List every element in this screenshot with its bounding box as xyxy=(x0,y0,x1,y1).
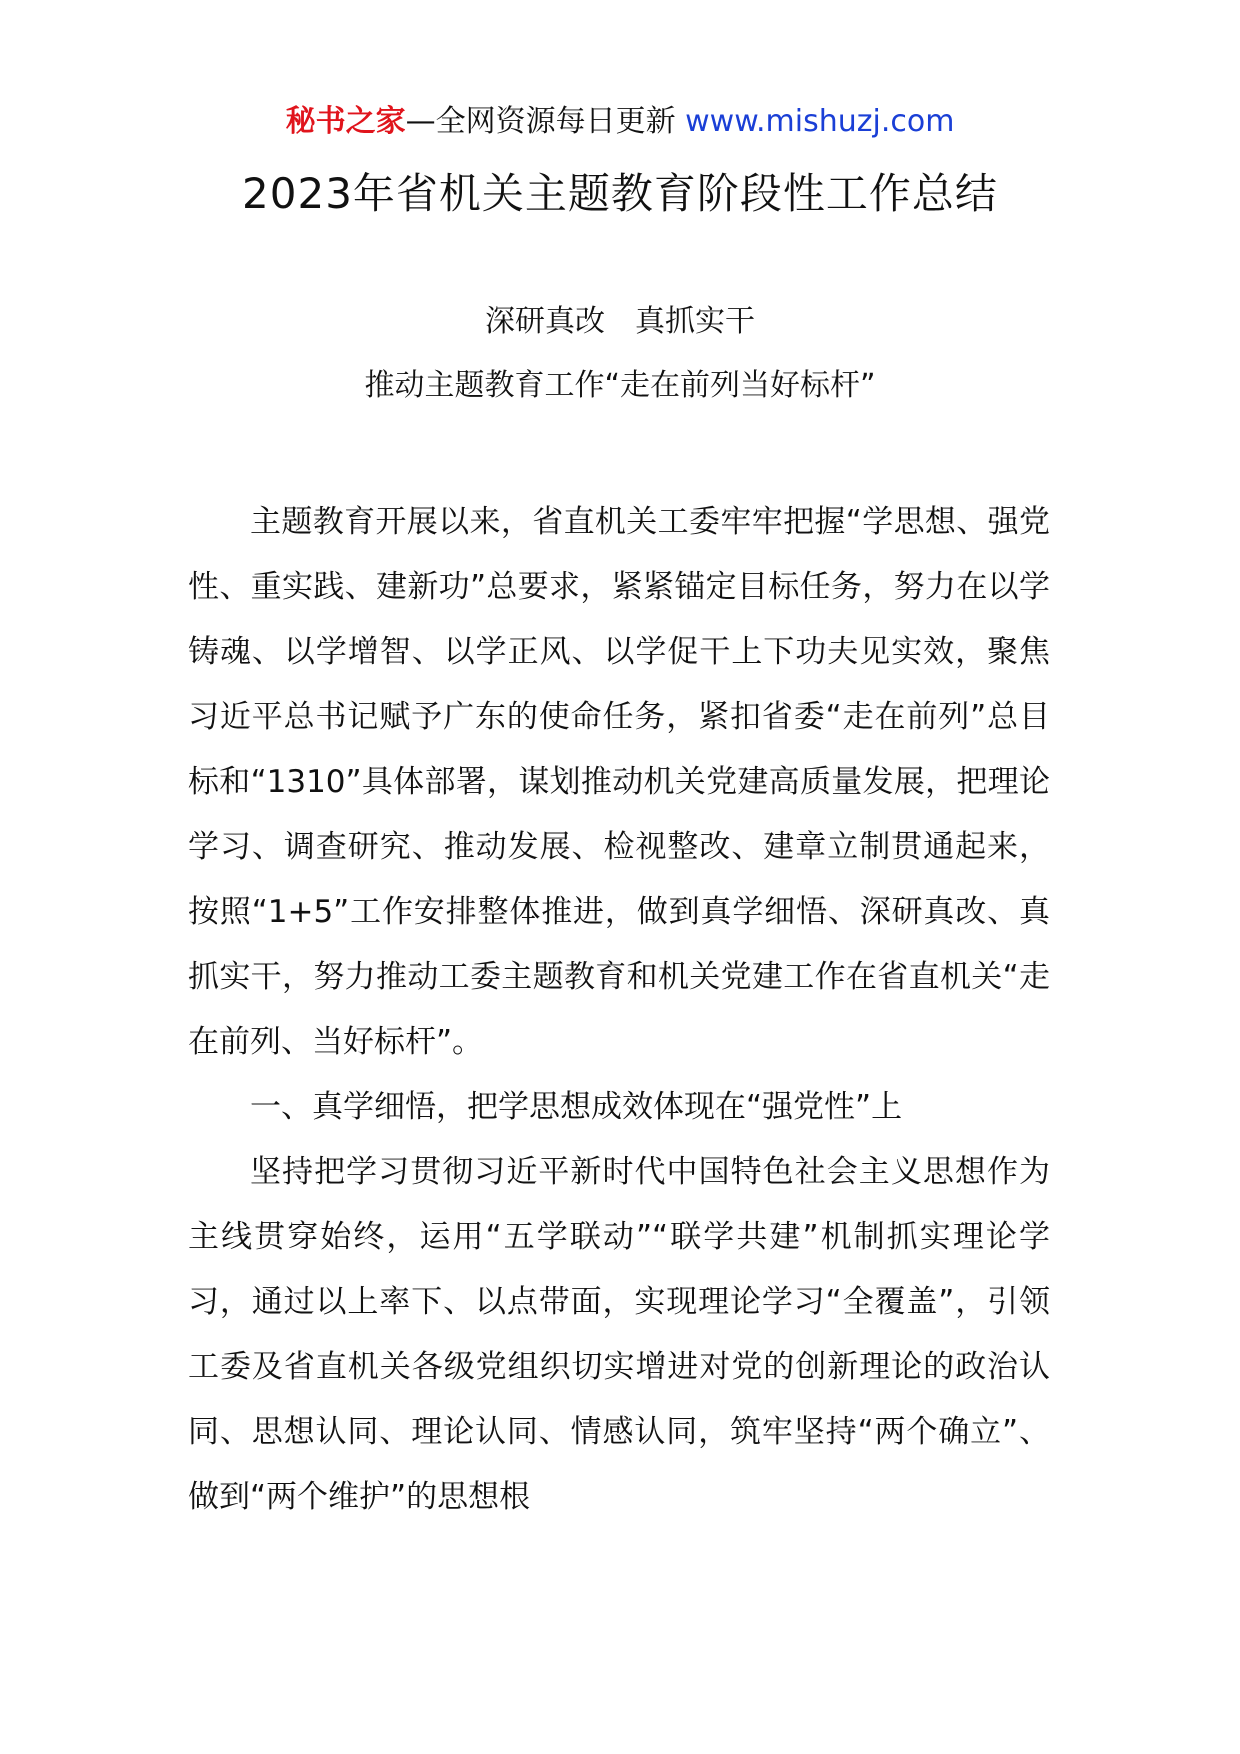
document-title: 2023年省机关主题教育阶段性工作总结 xyxy=(242,169,998,218)
paragraph-intro: 主题教育开展以来，省直机关工委牢牢把握“学思想、强党性、重实践、建新功”总要求，紧紧锚定目标任务，努力在以学铸魂、以学增智、以学正风、以学促干上下功夫见实效，聚焦习近平总书记赋予广东的使命任务，紧扣省委“走在前列”总目标和“1310”具体部署，谋划推动机关党建高质量发展，把理论学习、调查研究、推动发展、检视整改、建章立制贯通起来，按照“1+5”工作安排整体推进，做到真学细悟、深研真改、真抓实干，努力推动工委主题教育和机关党建工作在省直机关“走在前列、当好标杆”。 xyxy=(188,504,1050,1060)
document-body xyxy=(188,490,1050,1530)
section-heading-1: 一、真学细悟，把学思想成效体现在“强党性”上 xyxy=(250,1089,903,1125)
paragraph-section-1: 坚持把学习贯彻习近平新时代中国特色社会主义思想作为主线贯穿始终，运用“五学联动”“联学共建”机制抓实理论学习，通过以上率下、以点带面，实现理论学习“全覆盖”，引领工委及省直机关各级党组织切实增进对党的创新理论的政治认同、思想认同、理论认同、情感认同，筑牢坚持“两个确立”、做到“两个维护”的思想根 xyxy=(188,1154,1050,1515)
brand-name: 秘书之家 xyxy=(285,104,406,139)
brand-slogan: —全网资源每日更新 xyxy=(405,104,676,139)
watermark-banner xyxy=(0,100,1240,144)
document-subtitle-line-1: 深研真改 真抓实干 xyxy=(485,304,755,339)
site-url: www.mishuzj.com xyxy=(685,104,955,139)
document-subtitle-line-2: 推动主题教育工作“走在前列当好标杆” xyxy=(364,368,876,403)
